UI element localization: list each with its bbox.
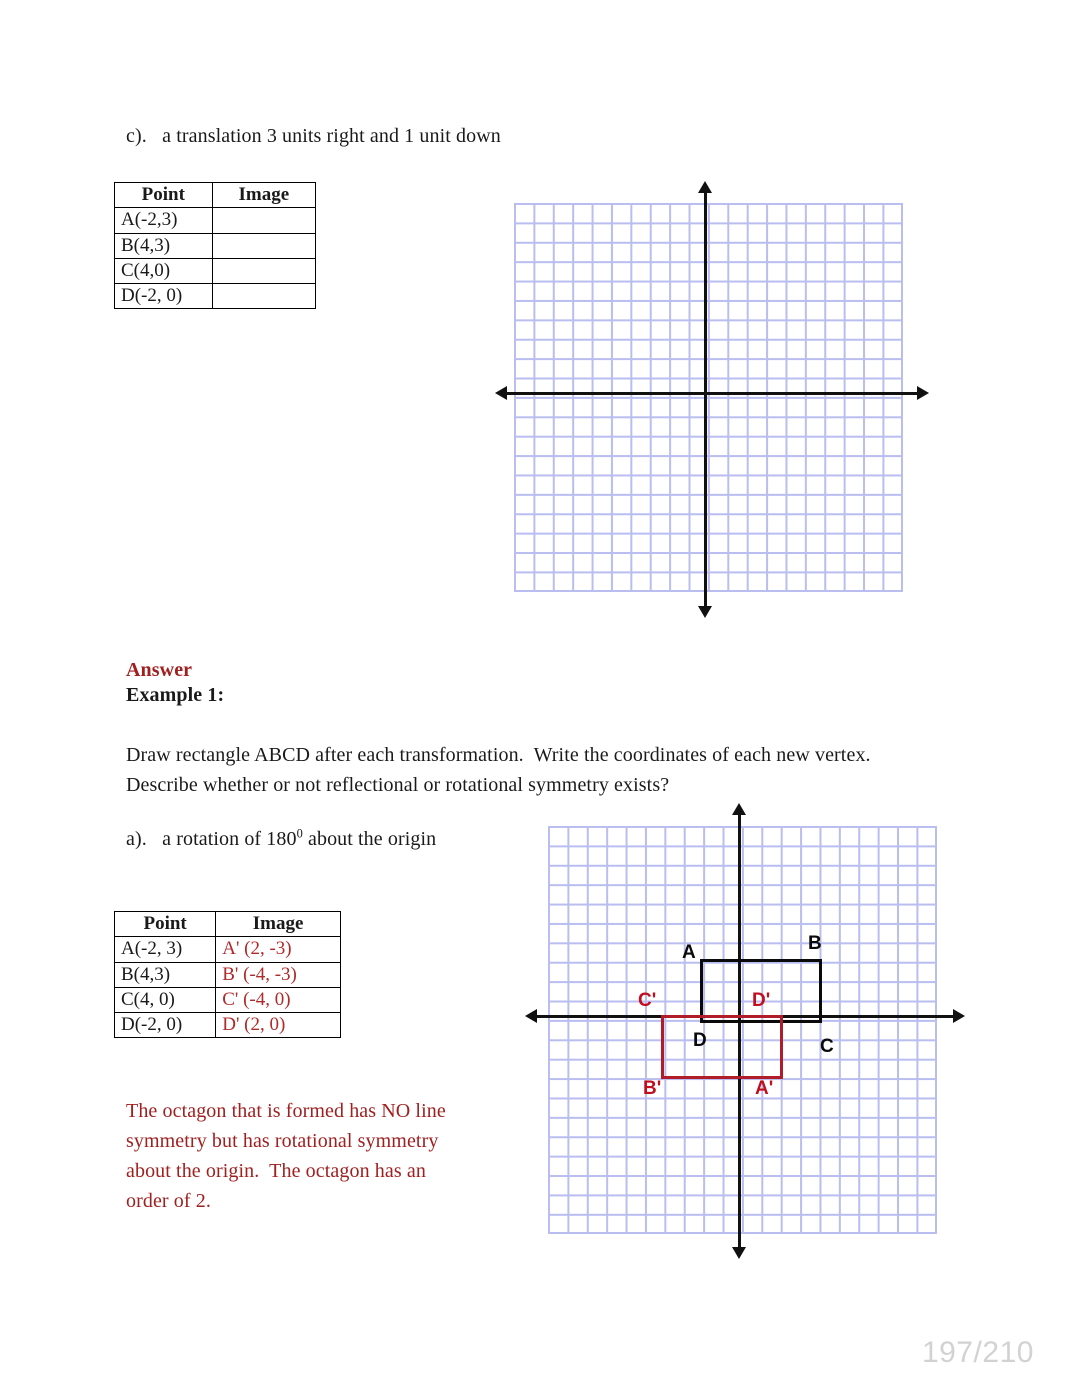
y-axis-down-arrow-icon (698, 606, 712, 618)
table-row (115, 258, 316, 283)
point-cell: C(4, 0) (115, 987, 216, 1012)
explanation-line-1: The octagon that is formed has NO line (126, 1100, 446, 1122)
vertex-label-d-prime: D' (752, 990, 771, 1011)
rotation-180-graph (530, 808, 960, 1258)
grid-lines (514, 203, 903, 592)
x-axis-left-arrow-icon (495, 386, 507, 400)
instruction-line-2: Describe whether or not reflectional or rotational symmetry exists? (126, 774, 670, 796)
image-cell: A' (2, -3) (216, 937, 341, 962)
page-number: 197/210 (922, 1336, 1034, 1369)
point-cell: A(-2,3) (115, 208, 213, 233)
answer-label: Answer (126, 659, 193, 681)
x-axis-right-arrow-icon (953, 1009, 965, 1023)
point-cell: D(-2, 0) (115, 1013, 216, 1038)
y-axis (704, 192, 707, 607)
rectangle-a-prime-b-prime-c-prime-d-prime (661, 1015, 783, 1079)
part-a-prompt-suffix: about the origin (302, 828, 437, 850)
image-cell: C' (-4, 0) (216, 987, 341, 1012)
vertex-label-c: C (820, 1036, 834, 1057)
vertex-label-a-prime: A' (755, 1078, 774, 1099)
part-a-prompt-prefix: a). a rotation of 180 (126, 828, 297, 850)
x-axis-right-arrow-icon (917, 386, 929, 400)
table-header-row (115, 183, 316, 208)
point-cell: B(4,3) (115, 962, 216, 987)
column-header-image: Image (212, 183, 315, 208)
image-cell[interactable] (212, 233, 315, 258)
vertex-label-b-prime: B' (643, 1078, 662, 1099)
blank-coordinate-grid (496, 185, 926, 615)
image-cell: D' (2, 0) (216, 1013, 341, 1038)
image-cell[interactable] (212, 208, 315, 233)
table-header-row (115, 912, 341, 937)
explanation-line-3: about the origin. The octagon has an (126, 1160, 426, 1182)
part-a-point-image-table (114, 911, 341, 1038)
image-cell[interactable] (212, 284, 315, 309)
column-header-image: Image (216, 912, 341, 937)
part-c-prompt: c). a translation 3 units right and 1 unit down (126, 125, 501, 147)
x-axis-left-arrow-icon (525, 1009, 537, 1023)
point-cell: B(4,3) (115, 233, 213, 258)
explanation-line-2: symmetry but has rotational symmetry (126, 1130, 439, 1152)
vertex-label-a: A (682, 942, 696, 963)
image-cell[interactable] (212, 258, 315, 283)
point-cell: D(-2, 0) (115, 284, 213, 309)
image-cell: B' (-4, -3) (216, 962, 341, 987)
part-a-prompt (126, 828, 436, 851)
vertex-label-c-prime: C' (638, 990, 657, 1011)
instruction-line-1: Draw rectangle ABCD after each transformation. Write the coordinates of each new vertex. (126, 744, 871, 766)
y-axis-up-arrow-icon (698, 181, 712, 193)
table-row (115, 1013, 341, 1038)
table-row (115, 937, 341, 962)
table-row (115, 962, 341, 987)
y-axis-up-arrow-icon (732, 803, 746, 815)
column-header-point: Point (115, 183, 213, 208)
table-row (115, 284, 316, 309)
table-row (115, 208, 316, 233)
point-cell: A(-2, 3) (115, 937, 216, 962)
x-axis (504, 392, 918, 395)
part-c-point-image-table (114, 182, 316, 309)
example-label: Example 1: (126, 684, 225, 706)
table-row (115, 987, 341, 1012)
point-cell: C(4,0) (115, 258, 213, 283)
vertex-label-d: D (693, 1030, 707, 1051)
degree-superscript: 0 (296, 826, 303, 841)
explanation-line-4: order of 2. (126, 1190, 211, 1212)
y-axis-down-arrow-icon (732, 1247, 746, 1259)
table-row (115, 233, 316, 258)
vertex-label-b: B (808, 933, 822, 954)
column-header-point: Point (115, 912, 216, 937)
